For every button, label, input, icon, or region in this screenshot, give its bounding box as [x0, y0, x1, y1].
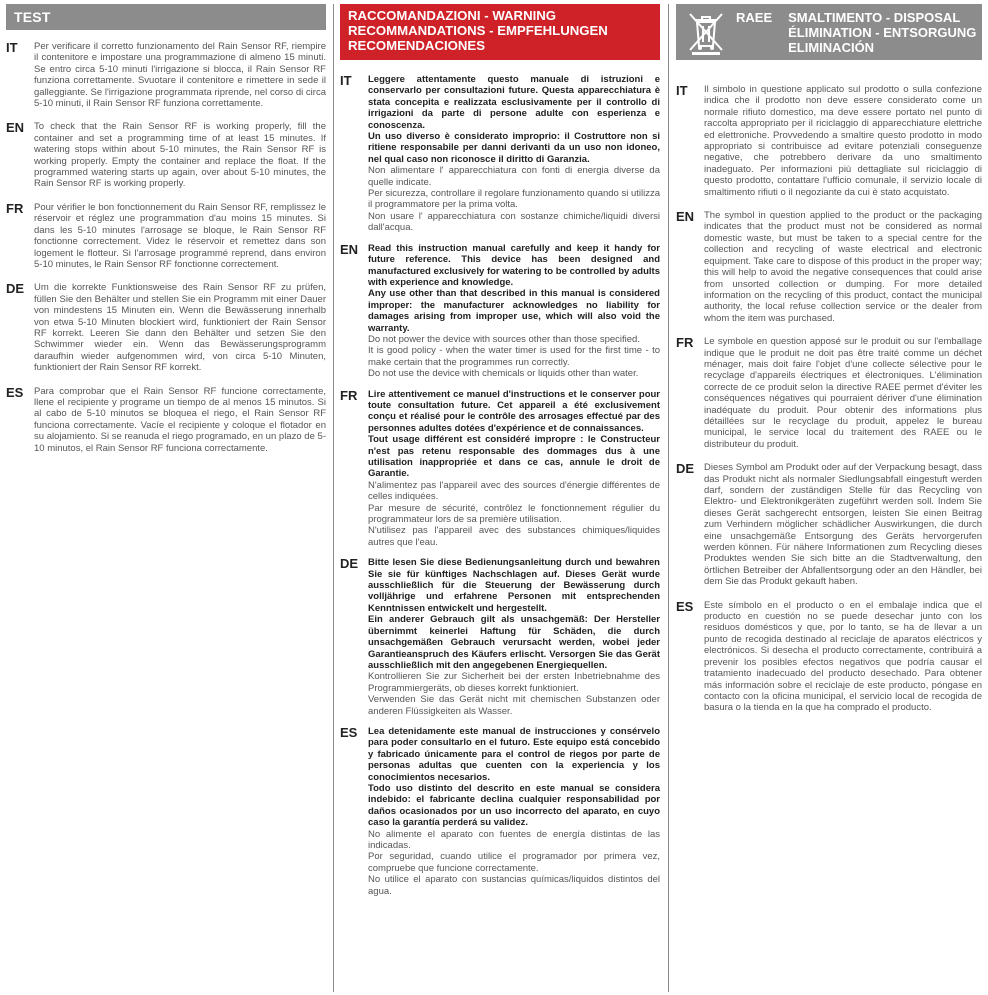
column-divider [333, 4, 334, 992]
safety-note: Non alimentare l' apparecchiatura con fonti di energia diverse da quelle indicate. [368, 165, 660, 188]
test-column [6, 4, 326, 454]
section-text: Pour vérifier le bon fonctionnement du Rain Sensor RF, remplissez le réservoir et réglez une programmation d'au moins 15 minutes. Si dans les 5-10 minutes l'arrosage se bloque, le Rain Sensor RF fonctionne correctement. Videz le réservoir et remettez dans son logement le flotteur. Si l'arrosage programmé reprend, dans environ 5-10 minutes, le Rain Sensor RF fonctionne correctement. [34, 201, 326, 270]
language-section [6, 282, 326, 373]
important-text: Read this instruction manual carefully and keep it handy for future reference. This device has been designed and manufactured exclusively for watering to be controlled by adults with experience and knowledge. [368, 242, 660, 288]
language-section [676, 336, 982, 450]
language-code: DE [676, 461, 695, 477]
improper-use-text: Un uso diverso è considerato improprio: il Costruttore non si ritiene responsabile per danni derivanti da un uso non idoneo, nel qual caso non riconosce il diritto di Garanzia. [368, 131, 660, 165]
language-section [340, 243, 660, 380]
language-section [676, 600, 982, 714]
section-text [368, 74, 660, 234]
disposal-sections [676, 84, 982, 714]
important-text: Lea detenidamente este manual de instrucciones y consérvelo para poder consultarlo en el futuro. Este equipo está concebido y fabricado únicamente para el control de riegos por parte de personas adultas que cuenten con la experiencia y los conocimientos necesarios. [368, 725, 660, 783]
language-section [340, 726, 660, 897]
safety-note: N'alimentez pas l'appareil avec des sources d'énergie différentes de celles indiquées. [368, 479, 660, 503]
warning-header-line: RECOMMANDATIONS - EMPFEHLUNGEN [348, 23, 608, 38]
warning-column [340, 4, 660, 897]
important-text: Bitte lesen Sie diese Bedienungsanleitung durch und bewahren Sie sie für künftiges Nachschlagen auf. Dieses Gerät wurde ausschließlich für die Steuerung der Bewässerung durch volljährige und erfahrene Personen mit entsprechenden Kenntnissen entwickelt und hergestellt. [368, 557, 660, 614]
disposal-header-line: ELIMINACIÓN [788, 40, 875, 55]
language-section [6, 41, 326, 109]
warning-header [340, 4, 660, 60]
section-text [368, 389, 660, 549]
language-code: EN [6, 120, 25, 136]
section-text: To check that the Rain Sensor RF is working properly, fill the container and set a programming time of at least 15 minutes. If watering stops within about 5-10 minutes, the Rain Sensor RF is working properly. Empty the container and replace the float. If the programmed watering starts up again, over about 5-10 minutes, the Rain Sensor RF is working properly. [34, 121, 326, 190]
language-code: DE [340, 556, 359, 572]
safety-note: It is good policy - when the water timer is used for the first time - to make certain that the programmes run correctly. [368, 345, 660, 368]
section-text: The symbol in question applied to the product or the packaging indicates that the product must not be considered as normal domestic waste, but must be taken to a special centre for the collection and recycling of waste electrical and electronic equipment. Take care to dispose of this product in the proper way; this will help to avoid the negative consequences that could arise from unsorted collection or dumping. For more detailed information on the recycling of this product, contact the municipal authority, the local refuse collection service or the dealer from whom the item was purchased. [704, 210, 982, 324]
language-section [340, 557, 660, 717]
language-code: EN [340, 241, 359, 257]
disposal-header-line: SMALTIMENTO - DISPOSAL [788, 10, 961, 25]
improper-use-text: Any use other than that described in this manual is considered improper: the manufacturer acknowledges no liability for damages arising from improper use, which will also void the warranty. [368, 288, 660, 334]
language-code: ES [676, 598, 694, 614]
safety-note: No utilice el aparato con sustancias químicas/liquidos distintos del agua. [368, 874, 660, 897]
language-section [6, 202, 326, 270]
language-section [676, 462, 982, 587]
language-code: FR [340, 387, 358, 403]
language-code: ES [6, 384, 24, 400]
safety-note: Do not power the device with sources other than those specified. [368, 333, 640, 345]
safety-note: Por seguridad, cuando utilice el programador por primera vez, compruebe que funcione correctamente. [368, 851, 660, 874]
section-text: Il simbolo in questione applicato sul prodotto o sulla confezione indica che il prodotto non deve essere considerato come un normale rifiuto domestico, ma deve essere portato nel punto di raccolta appropriato per il riciclaggio di apparecchiature elettriche ed elettroniche. Provvedendo a smaltire questo prodotto in modo appropriato si contribuisce ad evitare potenziali conseguenze negative, che potrebbero derivare da uno smaltimento inadeguato. Per informazioni più dettagliate sul riciclaggio di questo prodotto, contattare l'ufficio comunale, il servizio locale di smaltimento rifiuti o il negoziante da cui è stato acquistato. [704, 84, 982, 198]
language-code: FR [6, 200, 24, 216]
warning-header-line: RACCOMANDAZIONI - WARNING [348, 8, 557, 23]
language-section [676, 210, 982, 324]
section-text [368, 243, 660, 380]
language-section [340, 389, 660, 549]
safety-note: Non usare l' apparecchiatura con sostanze chimiche/liquidi diversi dall'acqua. [368, 210, 660, 234]
improper-use-text: Tout usage différent est considéré impropre : le Constructeur n'est pas retenu responsable des dommages dus à une utilisation inappropriée et dans ce cas, annule le droit de Garantie. [368, 434, 660, 480]
language-code: IT [340, 73, 352, 88]
section-text: Para comprobar que el Rain Sensor RF funcione correctamente, llene el recipiente y programe un tiempo de al menos 15 minutos. Si al cabo de 5-10 minutos se bloquea el riego, el Rain Sensor RF funciona correctamente. Vacíe el recipiente y coloque el flotador en su alojamiento. Si se reanuda el riego programado, en un plazo de 5-10 minutos, el Rain Sensor RF funciona correctamente. [34, 385, 326, 454]
test-header: TEST [6, 4, 326, 30]
safety-note: No alimente el aparato con fuentes de energía distintas de las indicadas. [368, 828, 660, 851]
crossed-bin-icon [682, 8, 730, 56]
safety-note: Per sicurezza, controllare il regolare funzionamento quando si utilizza il programmatore per la prima volta. [368, 188, 661, 211]
section-text: Per verificare il corretto funzionamento del Rain Sensor RF, riempire il contenitore e impostare una programmazione di almeno 15 minuti. Se entro circa 5-10 minuti l'irrigazione si blocca, il Rain Sensor RF funziona correttamente. Svuotare il contenitore e rimettere in sede il galleggiante. Se l'irrigazione programmata riprende, nel corso di circa 5-10 minuti, il Rain Sensor RF funziona correttamente. [34, 41, 326, 110]
safety-note: Verwenden Sie das Gerät nicht mit chemischen Substanzen oder anderen Flüssigkeiten als Wasser. [368, 694, 660, 717]
test-sections [6, 41, 326, 454]
column-divider [668, 4, 669, 992]
language-code: EN [676, 209, 695, 225]
language-code: FR [676, 335, 694, 351]
safety-note: Par mesure de sécurité, contrôlez le fonctionnement régulier du programmateur lors de sa première utilisation. [368, 502, 660, 526]
section-text: Le symbole en question apposé sur le produit ou sur l'emballage indique que le produit ne doit pas être traité comme un déchet ménager, mais doit faire l'objet d'une collecte sélective pour le recyclage d'appareils électriques et électroniques. L'élimination correcte de ce produit selon la directive RAEE permet d'éviter les conséquences négatives qui pourraient dériver d'une élimination inadéquate du produit. Pour obtenir des informations plus détaillées sur le recyclage du produit, appelez le bureau municipal, le service local du traitement des RAEE ou le distributeur du produit. [704, 336, 982, 450]
language-section [340, 74, 660, 234]
section-text: Este símbolo en el producto o en el embalaje indica que el producto en cuestión no se puede desechar junto con los residuos domésticos y que, por lo tanto, se ha de llevar a un punto de recogida destinado al reciclaje de aparatos eléctricos y electrónicos. Si desecha el producto correctamente, contribuirá a prevenir los posibles efectos negativos que podría causar el tratamiento inadecuado del producto desechado. Para obtener más información sobre el reciclaje de este producto, póngase en contacto con la oficina municipal, el servicio local de recogida de basura o la tienda en la que ha comprado el producto. [704, 599, 982, 714]
section-text [368, 726, 660, 897]
language-code: IT [676, 83, 688, 98]
safety-note: Kontrollieren Sie zur Sicherheit bei der ersten Inbetriebnahme des Programmiergeräts, ob dieses korrekt funktioniert. [368, 671, 660, 694]
warning-header-line: RECOMENDACIONES [348, 38, 486, 53]
improper-use-text: Todo uso distinto del descrito en este manual se considera indebido: el fabricante declina cualquier responsabilidad por daños ocasionados por un uso incorrecto del aparato, en cuyo caso la garantía perderá su validez. [368, 782, 660, 829]
language-code: IT [6, 40, 18, 55]
language-section [676, 84, 982, 198]
important-text: Leggere attentamente questo manuale di istruzioni e conservarlo per consultazioni future. Questa apparecchiatura è stata concepita e realizzata esclusivamente per il controllo di irrigazioni da parte di persone adulte con esperienza e conoscenza. [368, 74, 660, 131]
important-text: Lire attentivement ce manuel d'instructions et le conserver pour toute consultation future. Cet appareil a été exclusivement conçu et réalisé pour le contrôle des arrosages effectué par des personnes adultes dotées d'expérience et de connaissances. [368, 388, 660, 434]
disposal-header-line: ÉLIMINATION - ENTSORGUNG [788, 25, 977, 40]
safety-note: N'utilisez pas l'appareil avec des substances chimiques/liquides autres que l'eau. [368, 525, 660, 548]
warning-sections [340, 74, 660, 897]
section-text: Um die korrekte Funktionsweise des Rain Sensor RF zu prüfen, füllen Sie den Behälter und stellen Sie ein Programm mit einer Dauer von mindestens 15 Minuten ein. Wenn die Bewässerung innerhalb von etwa 5-10 Minuten blockiert wird, funktioniert der Rain Sensor RF korrekt. Leeren Sie dann den Behälter und setzen Sie den Schwimmer wieder ein. Wenn das Bewässerungsprogramm daraufhin wieder aufgenommen wird, von circa 5-10 Minuten, funktioniert der Rain Sensor RF korrekt. [34, 282, 326, 374]
disposal-header-title [788, 10, 976, 55]
language-code: ES [340, 724, 358, 740]
disposal-header [676, 4, 982, 60]
disposal-column [676, 4, 982, 714]
language-code: DE [6, 281, 25, 297]
safety-note: Do not use the device with chemicals or liquids other than water. [368, 368, 639, 380]
language-section [6, 386, 326, 454]
section-text: Dieses Symbol am Produkt oder auf der Verpackung besagt, dass das Produkt nicht als normaler Siedlungsabfall eingestuft werden darf, sondern der zuständigen Stelle für das Recycling von Elektro- und Elektronikgeräten zugeführt werden soll. Indem Sie dieses Gerät sachgerecht entsorgen, leisten Sie einen Beitrag zum Verhindern möglicher schädlicher Auswirkungen, die durch eine unsachgemäße Entsorgung des Geräts hervorgerufen werden können. Für nähere Informationen zum Recycling dieses Produktes wenden Sie sich bitte an die Stadtverwaltung, den örtlichen Betreiber der Abfallentsorgung oder an den Händler, bei dem Sie das Produkt gekauft haben. [704, 462, 982, 588]
language-section [6, 121, 326, 189]
raee-label: RAEE [736, 10, 773, 25]
section-text [368, 557, 660, 717]
improper-use-text: Ein anderer Gebrauch gilt als unsachgemäß: Der Hersteller übernimmt keinerlei Haftung für Schäden, die durch unsachgemäßen Gebrauch verursacht werden, wobei jeder Garantieanspruch des Käufers erlischt. Versorgen Sie das Gerät ausschließlich mit den angegebenen Energiequellen. [368, 614, 660, 671]
